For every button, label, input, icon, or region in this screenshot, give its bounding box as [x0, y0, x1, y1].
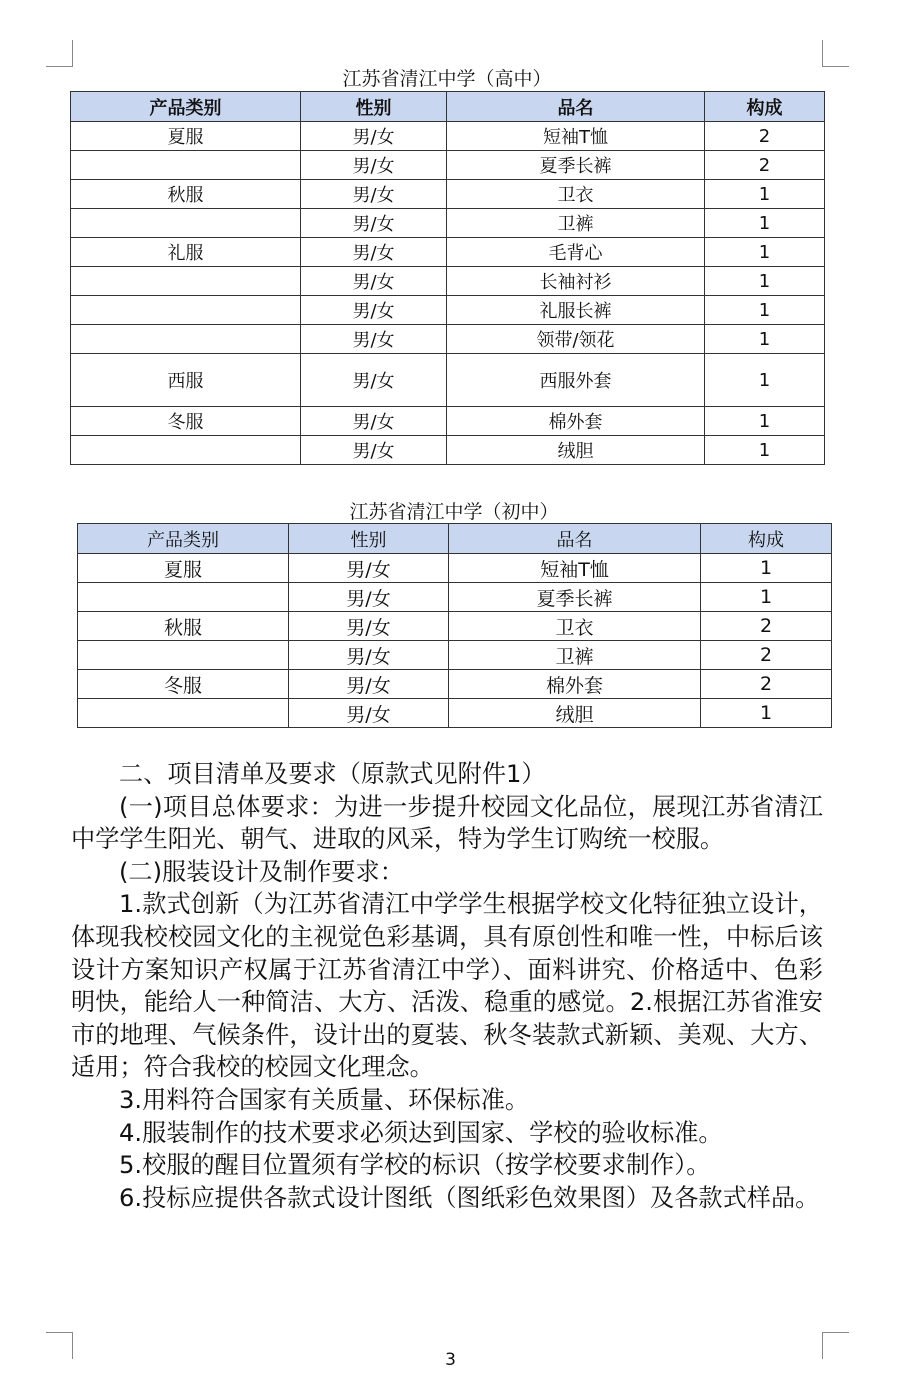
- table-row: [71, 238, 825, 267]
- column-header: 性别: [301, 92, 447, 122]
- table-cell: [78, 641, 289, 670]
- table-cell: 男/女: [301, 267, 447, 296]
- column-header: 产品类别: [71, 92, 301, 122]
- table-cell: 2: [701, 612, 832, 641]
- table-cell: 短袖T恤: [447, 122, 705, 151]
- table-cell: 西服外套: [447, 354, 705, 407]
- table-row: [71, 180, 825, 209]
- paragraph-design-heading: (二)服装设计及制作要求：: [119, 857, 404, 886]
- table-cell: 绒胆: [449, 699, 701, 728]
- table-header-row: [78, 524, 832, 554]
- table-cell: 1: [701, 699, 832, 728]
- table-cell: 男/女: [301, 296, 447, 325]
- table-cell: 长袖衬衫: [447, 267, 705, 296]
- table-cell: 1: [705, 354, 825, 407]
- table-cell: 2: [701, 670, 832, 699]
- table-cell: 礼服长裤: [447, 296, 705, 325]
- table-row: [71, 267, 825, 296]
- paragraph-overall-requirements: (一)项目总体要求：为进一步提升校园文化品位，展现江苏省清江中学学生阳光、朝气、进取的风采，特为学生订购统一校服。: [71, 792, 823, 854]
- table-cell: 夏服: [71, 122, 301, 151]
- crop-mark-top-right: [822, 40, 849, 67]
- table-cell: 男/女: [301, 180, 447, 209]
- table-cell: [78, 699, 289, 728]
- table-cell: 男/女: [301, 238, 447, 267]
- paragraph-school-logo: 5.校服的醒目位置须有学校的标识（按学校要求制作）。: [119, 1151, 711, 1180]
- table-row: [71, 354, 825, 407]
- table-cell: 领带/领花: [447, 325, 705, 354]
- table-cell: 男/女: [289, 699, 449, 728]
- table-cell: 1: [705, 180, 825, 209]
- table-cell: 秋服: [71, 180, 301, 209]
- table-cell: 冬服: [78, 670, 289, 699]
- table-cell: [71, 325, 301, 354]
- table-cell: 男/女: [301, 209, 447, 238]
- table-cell: 卫裤: [449, 641, 701, 670]
- column-header: 品名: [449, 524, 701, 554]
- table-cell: 1: [705, 238, 825, 267]
- table-header-row: [71, 92, 825, 122]
- table-cell: 男/女: [301, 325, 447, 354]
- paragraph-design-requirements: 1.款式创新（为江苏省清江中学学生根据学校文化特征独立设计，体现我校校园文化的主视觉色彩基调，具有原创性和唯一性，中标后该设计方案知识产权属于江苏省清江中学）、面料讲究、价格适中、色彩明快，能给人一种简洁、大方、活泼、稳重的感觉。2.根据江苏省淮安市的地理、气候条件，设计出的夏装、秋冬装款式新颖、美观、大方、适用；符合我校的校园文化理念。: [71, 890, 823, 1082]
- table-cell: [71, 267, 301, 296]
- table-cell: 棉外套: [447, 407, 705, 436]
- table-cell: 1: [701, 554, 832, 583]
- table-row: [78, 554, 832, 583]
- table-cell: 男/女: [301, 407, 447, 436]
- table-cell: 绒胆: [447, 436, 705, 465]
- table-cell: 卫衣: [449, 612, 701, 641]
- table-cell: [71, 209, 301, 238]
- requirements-text: [71, 758, 823, 1214]
- table-row: [78, 641, 832, 670]
- table-cell: [71, 151, 301, 180]
- table-cell: 男/女: [289, 554, 449, 583]
- table-high-caption: 江苏省清江中学（高中）: [342, 68, 552, 90]
- middle-school-uniform-table: [77, 523, 832, 728]
- table-row: [71, 296, 825, 325]
- table-cell: 礼服: [71, 238, 301, 267]
- table-row: [78, 670, 832, 699]
- table-cell: 2: [705, 151, 825, 180]
- table-row: [71, 325, 825, 354]
- table-cell: 2: [705, 122, 825, 151]
- table-middle-caption: 江苏省清江中学（初中）: [349, 501, 559, 523]
- table-cell: 1: [705, 436, 825, 465]
- table-cell: 1: [701, 583, 832, 612]
- paragraph-design-drawings: 6.投标应提供各款式设计图纸（图纸彩色效果图）及各款式样品。: [119, 1183, 820, 1212]
- table-cell: 男/女: [301, 436, 447, 465]
- table-cell: 毛背心: [447, 238, 705, 267]
- table-cell: 2: [701, 641, 832, 670]
- table-cell: [71, 436, 301, 465]
- table-row: [78, 583, 832, 612]
- table-cell: 夏季长裤: [447, 151, 705, 180]
- table-cell: 男/女: [301, 151, 447, 180]
- paragraph-technical-standard: 4.服装制作的技术要求必须达到国家、学校的验收标准。: [119, 1118, 723, 1147]
- table-cell: 男/女: [289, 583, 449, 612]
- high-school-uniform-table: [70, 91, 825, 465]
- table-row: [71, 209, 825, 238]
- table-cell: 西服: [71, 354, 301, 407]
- column-header: 产品类别: [78, 524, 289, 554]
- table-cell: 1: [705, 325, 825, 354]
- table-row: [78, 699, 832, 728]
- page-number: 3: [445, 1350, 456, 1370]
- table-cell: 棉外套: [449, 670, 701, 699]
- table-cell: 男/女: [301, 354, 447, 407]
- table-cell: 短袖T恤: [449, 554, 701, 583]
- table-cell: 1: [705, 209, 825, 238]
- table-cell: 卫裤: [447, 209, 705, 238]
- paragraph-material-standard: 3.用料符合国家有关质量、环保标准。: [119, 1085, 530, 1114]
- table-cell: [78, 583, 289, 612]
- table-cell: 夏服: [78, 554, 289, 583]
- table-cell: 男/女: [289, 670, 449, 699]
- table-cell: 男/女: [289, 641, 449, 670]
- table-row: [71, 151, 825, 180]
- table-cell: 1: [705, 296, 825, 325]
- table-cell: 1: [705, 267, 825, 296]
- table-cell: 卫衣: [447, 180, 705, 209]
- table-cell: 夏季长裤: [449, 583, 701, 612]
- table-cell: 秋服: [78, 612, 289, 641]
- table-row: [71, 122, 825, 151]
- table-cell: 男/女: [289, 612, 449, 641]
- crop-mark-top-left: [46, 40, 73, 67]
- table-cell: 1: [705, 407, 825, 436]
- column-header: 性别: [289, 524, 449, 554]
- table-row: [78, 612, 832, 641]
- table-cell: [71, 296, 301, 325]
- section-heading: 二、项目清单及要求（原款式见附件1）: [119, 760, 546, 788]
- table-row: [71, 407, 825, 436]
- column-header: 构成: [701, 524, 832, 554]
- column-header: 品名: [447, 92, 705, 122]
- table-cell: 男/女: [301, 122, 447, 151]
- table-row: [71, 436, 825, 465]
- column-header: 构成: [705, 92, 825, 122]
- table-cell: 冬服: [71, 407, 301, 436]
